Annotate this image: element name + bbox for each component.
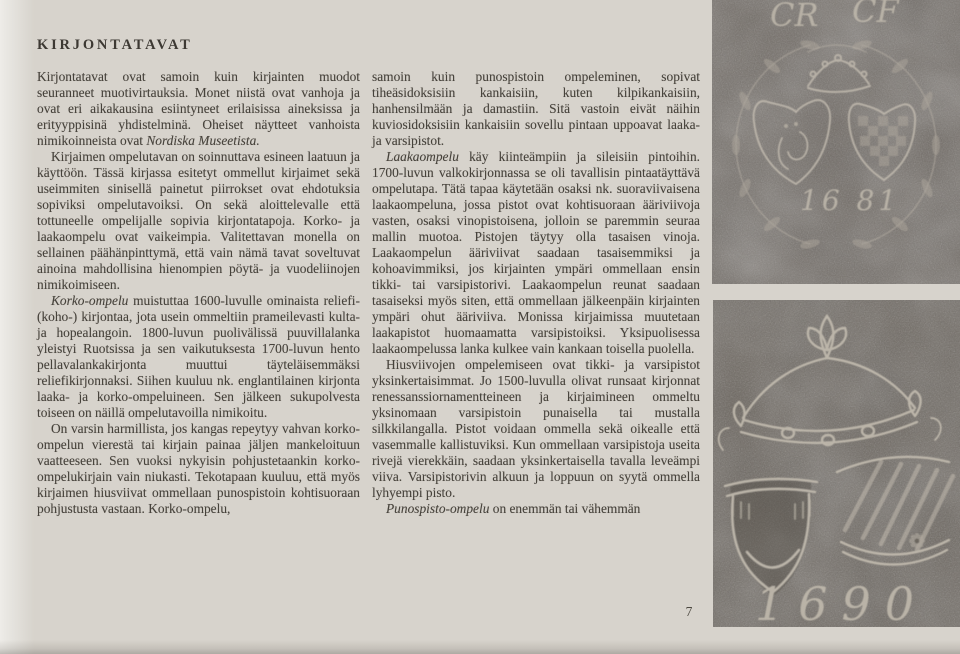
text-column-right xyxy=(372,69,700,517)
paragraph xyxy=(37,69,360,149)
page-left-edge xyxy=(0,0,34,654)
svg-text:16 81: 16 81 xyxy=(800,184,901,217)
photo-embroidered-monogram-1690 xyxy=(713,300,960,627)
stitched-year-1690 xyxy=(755,577,928,627)
stitched-initials-left: CR xyxy=(770,0,819,34)
text-run: Kirjaimen ompelutavan on soinnuttava esineen laatuun ja käyttöön. Tässä kirjassa esitetyt ommellut kirjaimet sekä useimmiten sinisellä painetut piirrokset ovat ehdotuksia sopiviksi ompelutavoiksi. On sekä aloittelevalle että tottuneelle ompelijalle sopivia kirjontatapoja. Korko- ja laakaompelu ovat vaikeimpia. Valitettavan monella on sellainen päähänpinttymä, että vain nämä tavat soveltuvat ainoina mahdollisina hienompien pöytä- ja vuodeliinojen nimikoimiseen. xyxy=(37,149,360,292)
paragraph xyxy=(37,421,360,517)
svg-text:1690: 1690 xyxy=(755,577,929,627)
page-number: 7 xyxy=(685,604,693,619)
paragraph xyxy=(372,69,700,149)
paragraph xyxy=(372,357,700,501)
text-run-italic: Laakaompelu xyxy=(386,149,459,164)
text-run: Hiusviivojen ompelemiseen ovat tikki- ja varsipistot yksinkertaisimmat. Jo 1500-luvulla olivat runsaat kirjonnat renessanssiornamentteineen ja kirjaimineen ommeltu yksinomaan varsipistoin punaisella tai mustalla silkkilangalla. Pistot voidaan ommella sekä oikealle että vasemmalle kallistuviksi. Kun ommellaan varsipistoja useita rivejä vierekkäin, saadaan yksinkertaisella tavalla leveämpi viiva. Varsipistorivin alkuun ja loppuun on syytä ommella lyhyempi pisto. xyxy=(372,357,700,500)
stitched-year-1681 xyxy=(800,184,900,217)
text-run-italic: Nordiska Museetista. xyxy=(146,133,260,148)
text-run-italic: Punospisto-ompelu xyxy=(386,501,490,516)
paragraph xyxy=(37,293,360,421)
text-run: samoin kuin punospistoin ompeleminen, sopivat tiheäsidoksisiin kankaisiin, kuten kilpikankaisiin, hanhensilmään ja damastiin. Sitä vastoin eivät näihin kuviosidoksisiin kankaisiin sovellu pintaan uppoavat laaka- ja varsipistot. xyxy=(372,69,700,148)
embroidery-photo-illustration xyxy=(712,0,960,284)
text-column-left xyxy=(37,69,360,517)
text-run: On varsin harmillista, jos kangas repeytyy vahvan korko-ompelun vierestä tai kirjain painaa jäljen mankeloituun vaatteeseen. Sen vuoksi nykyisin pohjustetaankin korko-ompelukirjain vain niukasti. Tekotapaan kuuluu, että myös kirjaimen hiusviivat ommellaan punospistoin kohtisuoraan pohjustusta vastaan. Korko-ompelu, xyxy=(37,421,360,516)
paragraph xyxy=(37,149,360,293)
text-run: käy kiinteämpiin ja sileisiin pintoihin. 1700-luvun valkokirjonnassa se oli tavallisin pintaatäyttävä ompelutapa. Tätä tapaa käytetään osaksi nk. suoraviivaisena laakaompeluna, jossa pistot ovat kohtisuoraan ääriviivoja vasten, osaksi vinopistoisena, jolloin se paremmin seuraa mallin muotoa. Pistojen täytyy olla tasaisen vinoja. Laakaompelun ääriviivat saadaan tasaisemmiksi ja kohoavimmiksi, jos kirjainten ympäri ommellaan ensin tikki- tai varsipistorivi. Laakaompelun reunat saadaan tasaiseksi myös siten, että ommellaan jälkeenpäin kirjainten ympäri ohut ääriviiva. Monissa kirjaimissa muutetaan laakapistot huomaamatta varsipistoiksi. Yksipuolisessa laakaompelussa lanka kulkee vain kankaan toisella puolella. xyxy=(372,149,700,356)
text-run: on enemmän tai vähemmän xyxy=(489,501,641,516)
page-bottom-shadow xyxy=(0,640,960,654)
paragraph xyxy=(372,501,700,517)
photo-embroidered-monogram-1681 xyxy=(712,0,960,284)
text-run-italic: Korko-ompelu xyxy=(51,293,129,308)
text-run: Kirjontatavat ovat samoin kuin kirjainten muodot seuranneet muotivirtauksia. Monet niistä ovat vanhoja ja ovat eri aikakausina esiintyneet erilaisissa aineksissa ja erityyppisinä yhdistelminä. Oheiset näytteet vanhoista nimikoinneista ovat xyxy=(37,69,360,148)
text-run: muistuttaa 1600-luvulle ominaista reliefi- (koho-) kirjontaa, jota usein ommeltiin prameilevasti kulta- ja hopealangoin. 1800-luvun puolivälissä puuvillalanka yleistyi Ruotsissa ja sen vaikutuksesta 1700-luvun hento pellavalankakirjonta muuttui täyteläisemmäksi reliefikirjonnaksi. Siihen kuuluu nk. englantilainen kirjonta laaka- ja korko-ompeluineen. Sen jälkeen sukupolvesta toiseen on näillä ompelutavoilla nimikoitu. xyxy=(37,293,360,420)
paragraph xyxy=(372,149,700,357)
embroidery-photo-illustration xyxy=(713,300,960,627)
stitched-initials-right: CF xyxy=(852,0,899,30)
page-title: KIRJONTATAVAT xyxy=(37,37,193,53)
